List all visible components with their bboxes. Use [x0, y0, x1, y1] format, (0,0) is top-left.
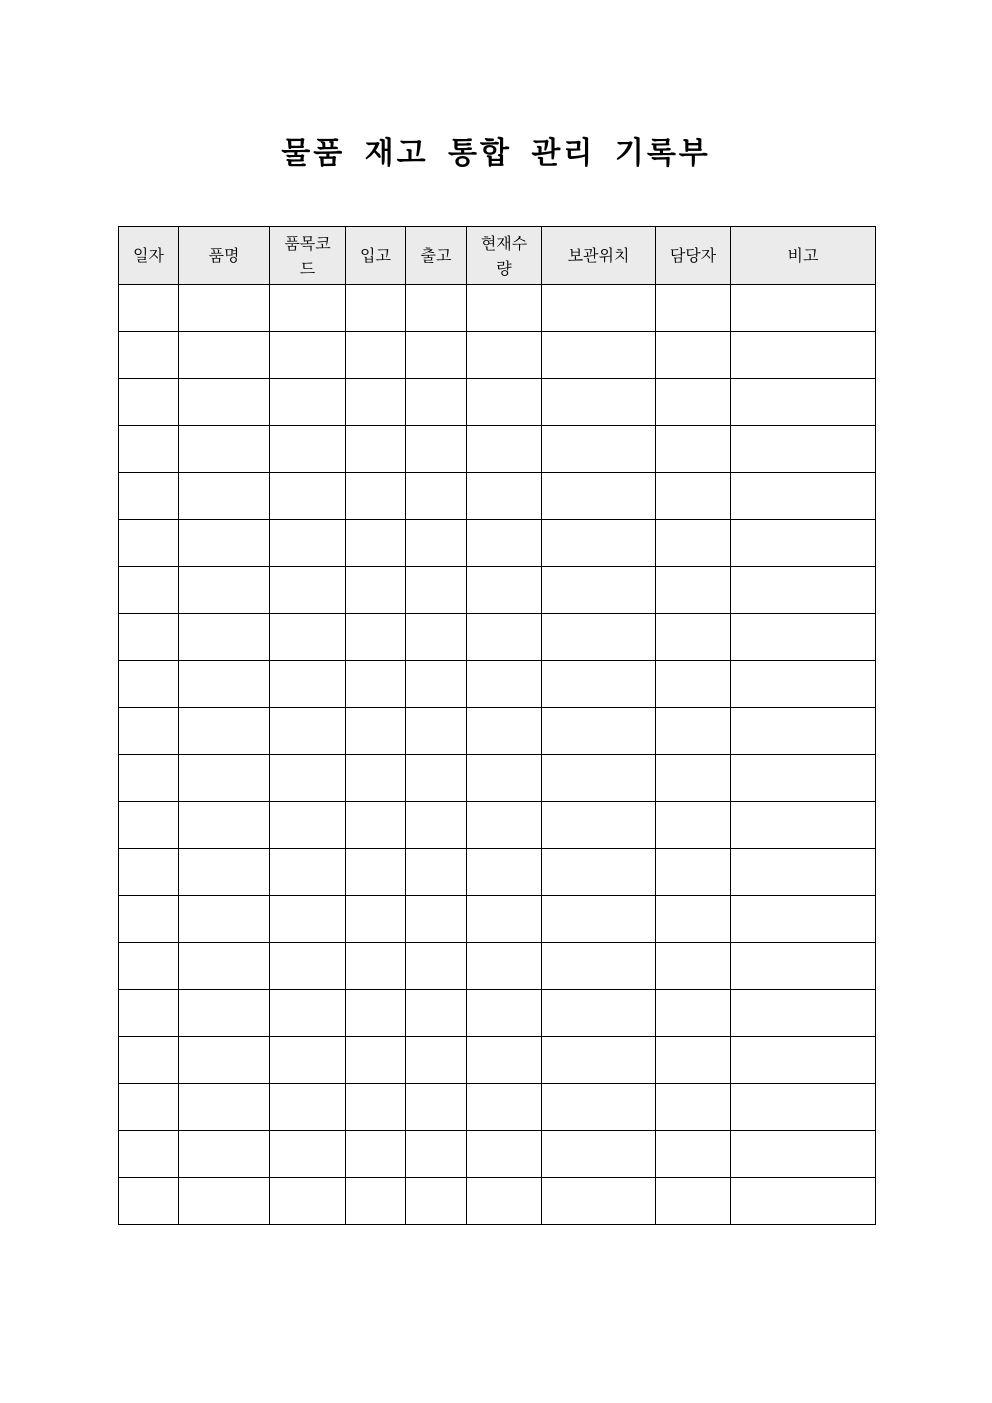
- cell-remarks[interactable]: [731, 614, 876, 661]
- cell-outbound[interactable]: [406, 379, 467, 426]
- cell-outbound[interactable]: [406, 755, 467, 802]
- cell-item-name[interactable]: [179, 1178, 270, 1225]
- cell-item-code[interactable]: [270, 943, 346, 990]
- cell-item-code[interactable]: [270, 567, 346, 614]
- cell-remarks[interactable]: [731, 332, 876, 379]
- header-current-quantity: [467, 227, 542, 285]
- table-row: [119, 802, 876, 849]
- cell-outbound[interactable]: [406, 285, 467, 332]
- cell-item-code[interactable]: [270, 802, 346, 849]
- cell-manager[interactable]: [656, 614, 731, 661]
- cell-inbound[interactable]: [346, 332, 406, 379]
- cell-inbound[interactable]: [346, 849, 406, 896]
- cell-current-quantity[interactable]: [467, 1178, 542, 1225]
- cell-current-quantity[interactable]: [467, 614, 542, 661]
- cell-outbound[interactable]: [406, 426, 467, 473]
- cell-remarks[interactable]: [731, 802, 876, 849]
- cell-manager[interactable]: [656, 990, 731, 1037]
- cell-manager[interactable]: [656, 708, 731, 755]
- cell-manager[interactable]: [656, 1037, 731, 1084]
- cell-inbound[interactable]: [346, 285, 406, 332]
- cell-storage-location[interactable]: [542, 661, 656, 708]
- cell-date[interactable]: [119, 755, 179, 802]
- cell-inbound[interactable]: [346, 755, 406, 802]
- cell-outbound[interactable]: [406, 1131, 467, 1178]
- cell-date[interactable]: [119, 943, 179, 990]
- cell-current-quantity[interactable]: [467, 1037, 542, 1084]
- cell-current-quantity[interactable]: [467, 426, 542, 473]
- cell-date[interactable]: [119, 614, 179, 661]
- cell-inbound[interactable]: [346, 1084, 406, 1131]
- cell-outbound[interactable]: [406, 661, 467, 708]
- cell-remarks[interactable]: [731, 1131, 876, 1178]
- cell-item-code[interactable]: [270, 332, 346, 379]
- cell-manager[interactable]: [656, 1178, 731, 1225]
- table-row: [119, 990, 876, 1037]
- cell-inbound[interactable]: [346, 426, 406, 473]
- cell-item-name[interactable]: [179, 426, 270, 473]
- header-remarks: 비고: [731, 227, 876, 285]
- cell-inbound[interactable]: [346, 990, 406, 1037]
- table-row: [119, 567, 876, 614]
- cell-outbound[interactable]: [406, 990, 467, 1037]
- header-item-name: 품명: [179, 227, 270, 285]
- table-row: [119, 426, 876, 473]
- cell-inbound[interactable]: [346, 1037, 406, 1084]
- cell-manager[interactable]: [656, 473, 731, 520]
- cell-item-code[interactable]: [270, 426, 346, 473]
- cell-inbound[interactable]: [346, 520, 406, 567]
- cell-current-quantity[interactable]: [467, 802, 542, 849]
- cell-storage-location[interactable]: [542, 520, 656, 567]
- cell-date[interactable]: [119, 1037, 179, 1084]
- cell-remarks[interactable]: [731, 520, 876, 567]
- cell-date[interactable]: [119, 332, 179, 379]
- cell-current-quantity[interactable]: [467, 567, 542, 614]
- cell-current-quantity[interactable]: [467, 990, 542, 1037]
- cell-inbound[interactable]: [346, 708, 406, 755]
- cell-outbound[interactable]: [406, 708, 467, 755]
- table-row: [119, 1037, 876, 1084]
- cell-inbound[interactable]: [346, 614, 406, 661]
- cell-item-name[interactable]: [179, 990, 270, 1037]
- cell-manager[interactable]: [656, 520, 731, 567]
- cell-outbound[interactable]: [406, 1178, 467, 1225]
- cell-item-name[interactable]: [179, 802, 270, 849]
- cell-date[interactable]: [119, 1131, 179, 1178]
- cell-remarks[interactable]: [731, 1037, 876, 1084]
- cell-item-name[interactable]: [179, 661, 270, 708]
- cell-current-quantity[interactable]: [467, 896, 542, 943]
- cell-remarks[interactable]: [731, 473, 876, 520]
- cell-storage-location[interactable]: [542, 332, 656, 379]
- header-manager: 담당자: [656, 227, 731, 285]
- cell-manager[interactable]: [656, 802, 731, 849]
- cell-manager[interactable]: [656, 379, 731, 426]
- cell-inbound[interactable]: [346, 1131, 406, 1178]
- cell-outbound[interactable]: [406, 473, 467, 520]
- cell-manager[interactable]: [656, 755, 731, 802]
- cell-outbound[interactable]: [406, 567, 467, 614]
- cell-date[interactable]: [119, 1084, 179, 1131]
- cell-item-code[interactable]: [270, 285, 346, 332]
- cell-remarks[interactable]: [731, 426, 876, 473]
- table-row: [119, 849, 876, 896]
- cell-storage-location[interactable]: [542, 1131, 656, 1178]
- cell-item-name[interactable]: [179, 1037, 270, 1084]
- cell-outbound[interactable]: [406, 802, 467, 849]
- cell-manager[interactable]: [656, 567, 731, 614]
- table-row: [119, 379, 876, 426]
- cell-item-name[interactable]: [179, 520, 270, 567]
- cell-outbound[interactable]: [406, 849, 467, 896]
- cell-storage-location[interactable]: [542, 567, 656, 614]
- table-row: [119, 661, 876, 708]
- cell-item-name[interactable]: [179, 285, 270, 332]
- cell-remarks[interactable]: [731, 661, 876, 708]
- cell-outbound[interactable]: [406, 943, 467, 990]
- cell-inbound[interactable]: [346, 567, 406, 614]
- cell-inbound[interactable]: [346, 896, 406, 943]
- cell-storage-location[interactable]: [542, 285, 656, 332]
- inventory-table: [118, 226, 876, 1225]
- header-current-quantity-label: 현재수량: [480, 233, 528, 278]
- cell-item-name[interactable]: [179, 614, 270, 661]
- cell-item-code[interactable]: [270, 473, 346, 520]
- cell-inbound[interactable]: [346, 379, 406, 426]
- cell-outbound[interactable]: [406, 1084, 467, 1131]
- cell-current-quantity[interactable]: [467, 849, 542, 896]
- cell-date[interactable]: [119, 990, 179, 1037]
- table-row: [119, 1131, 876, 1178]
- cell-remarks[interactable]: [731, 708, 876, 755]
- cell-item-code[interactable]: [270, 708, 346, 755]
- header-inbound: 입고: [346, 227, 406, 285]
- cell-item-code[interactable]: [270, 614, 346, 661]
- cell-item-code[interactable]: [270, 849, 346, 896]
- cell-inbound[interactable]: [346, 473, 406, 520]
- cell-item-name[interactable]: [179, 332, 270, 379]
- cell-storage-location[interactable]: [542, 379, 656, 426]
- cell-manager[interactable]: [656, 849, 731, 896]
- cell-item-code[interactable]: [270, 661, 346, 708]
- cell-current-quantity[interactable]: [467, 520, 542, 567]
- cell-item-code[interactable]: [270, 1178, 346, 1225]
- cell-date[interactable]: [119, 379, 179, 426]
- cell-date[interactable]: [119, 802, 179, 849]
- cell-storage-location[interactable]: [542, 1037, 656, 1084]
- table-row: [119, 520, 876, 567]
- cell-date[interactable]: [119, 1178, 179, 1225]
- cell-remarks[interactable]: [731, 285, 876, 332]
- cell-outbound[interactable]: [406, 332, 467, 379]
- cell-manager[interactable]: [656, 661, 731, 708]
- cell-storage-location[interactable]: [542, 473, 656, 520]
- cell-remarks[interactable]: [731, 1084, 876, 1131]
- cell-manager[interactable]: [656, 332, 731, 379]
- cell-item-name[interactable]: [179, 708, 270, 755]
- cell-current-quantity[interactable]: [467, 755, 542, 802]
- table-row: [119, 755, 876, 802]
- header-outbound: 출고: [406, 227, 467, 285]
- cell-remarks[interactable]: [731, 1178, 876, 1225]
- table-row: [119, 285, 876, 332]
- table-row: [119, 473, 876, 520]
- cell-date[interactable]: [119, 285, 179, 332]
- cell-storage-location[interactable]: [542, 802, 656, 849]
- cell-remarks[interactable]: [731, 990, 876, 1037]
- cell-current-quantity[interactable]: [467, 661, 542, 708]
- cell-storage-location[interactable]: [542, 990, 656, 1037]
- cell-item-name[interactable]: [179, 755, 270, 802]
- cell-item-name[interactable]: [179, 1084, 270, 1131]
- cell-storage-location[interactable]: [542, 849, 656, 896]
- cell-storage-location[interactable]: [542, 1084, 656, 1131]
- cell-storage-location[interactable]: [542, 755, 656, 802]
- header-item-code-label: 품목코드: [284, 233, 331, 278]
- cell-date[interactable]: [119, 473, 179, 520]
- cell-remarks[interactable]: [731, 849, 876, 896]
- cell-storage-location[interactable]: [542, 1178, 656, 1225]
- cell-date[interactable]: [119, 661, 179, 708]
- cell-outbound[interactable]: [406, 1037, 467, 1084]
- cell-item-code[interactable]: [270, 990, 346, 1037]
- cell-item-code[interactable]: [270, 1037, 346, 1084]
- header-storage-location: 보관위치: [542, 227, 656, 285]
- cell-outbound[interactable]: [406, 896, 467, 943]
- cell-storage-location[interactable]: [542, 943, 656, 990]
- cell-storage-location[interactable]: [542, 896, 656, 943]
- cell-item-code[interactable]: [270, 1131, 346, 1178]
- cell-storage-location[interactable]: [542, 708, 656, 755]
- cell-item-code[interactable]: [270, 755, 346, 802]
- cell-current-quantity[interactable]: [467, 332, 542, 379]
- header-row: [119, 227, 876, 285]
- table-body: [119, 285, 876, 1225]
- cell-item-code[interactable]: [270, 379, 346, 426]
- table-row: [119, 1178, 876, 1225]
- header-item-code: [270, 227, 346, 285]
- cell-current-quantity[interactable]: [467, 285, 542, 332]
- cell-date[interactable]: [119, 896, 179, 943]
- cell-date[interactable]: [119, 708, 179, 755]
- cell-item-name[interactable]: [179, 473, 270, 520]
- cell-manager[interactable]: [656, 285, 731, 332]
- cell-current-quantity[interactable]: [467, 943, 542, 990]
- cell-date[interactable]: [119, 567, 179, 614]
- cell-remarks[interactable]: [731, 755, 876, 802]
- table-row: [119, 708, 876, 755]
- document-title: 물품 재고 통합 관리 기록부: [281, 136, 711, 171]
- cell-current-quantity[interactable]: [467, 1131, 542, 1178]
- cell-item-name[interactable]: [179, 1131, 270, 1178]
- cell-manager[interactable]: [656, 1131, 731, 1178]
- cell-manager[interactable]: [656, 943, 731, 990]
- cell-inbound[interactable]: [346, 802, 406, 849]
- cell-current-quantity[interactable]: [467, 379, 542, 426]
- cell-current-quantity[interactable]: [467, 473, 542, 520]
- cell-inbound[interactable]: [346, 1178, 406, 1225]
- cell-current-quantity[interactable]: [467, 708, 542, 755]
- cell-item-code[interactable]: [270, 1084, 346, 1131]
- cell-manager[interactable]: [656, 426, 731, 473]
- cell-date[interactable]: [119, 849, 179, 896]
- table-row: [119, 943, 876, 990]
- table-row: [119, 614, 876, 661]
- cell-remarks[interactable]: [731, 379, 876, 426]
- cell-item-name[interactable]: [179, 567, 270, 614]
- table-row: [119, 332, 876, 379]
- cell-item-name[interactable]: [179, 379, 270, 426]
- cell-remarks[interactable]: [731, 567, 876, 614]
- header-date: 일자: [119, 227, 179, 285]
- cell-manager[interactable]: [656, 896, 731, 943]
- cell-item-name[interactable]: [179, 943, 270, 990]
- cell-outbound[interactable]: [406, 520, 467, 567]
- cell-storage-location[interactable]: [542, 426, 656, 473]
- cell-item-code[interactable]: [270, 520, 346, 567]
- cell-manager[interactable]: [656, 1084, 731, 1131]
- cell-item-name[interactable]: [179, 896, 270, 943]
- cell-item-code[interactable]: [270, 896, 346, 943]
- cell-item-name[interactable]: [179, 849, 270, 896]
- cell-outbound[interactable]: [406, 614, 467, 661]
- table-row: [119, 896, 876, 943]
- table-row: [119, 1084, 876, 1131]
- cell-remarks[interactable]: [731, 943, 876, 990]
- cell-date[interactable]: [119, 426, 179, 473]
- cell-storage-location[interactable]: [542, 614, 656, 661]
- cell-current-quantity[interactable]: [467, 1084, 542, 1131]
- cell-inbound[interactable]: [346, 943, 406, 990]
- cell-remarks[interactable]: [731, 896, 876, 943]
- cell-inbound[interactable]: [346, 661, 406, 708]
- cell-date[interactable]: [119, 520, 179, 567]
